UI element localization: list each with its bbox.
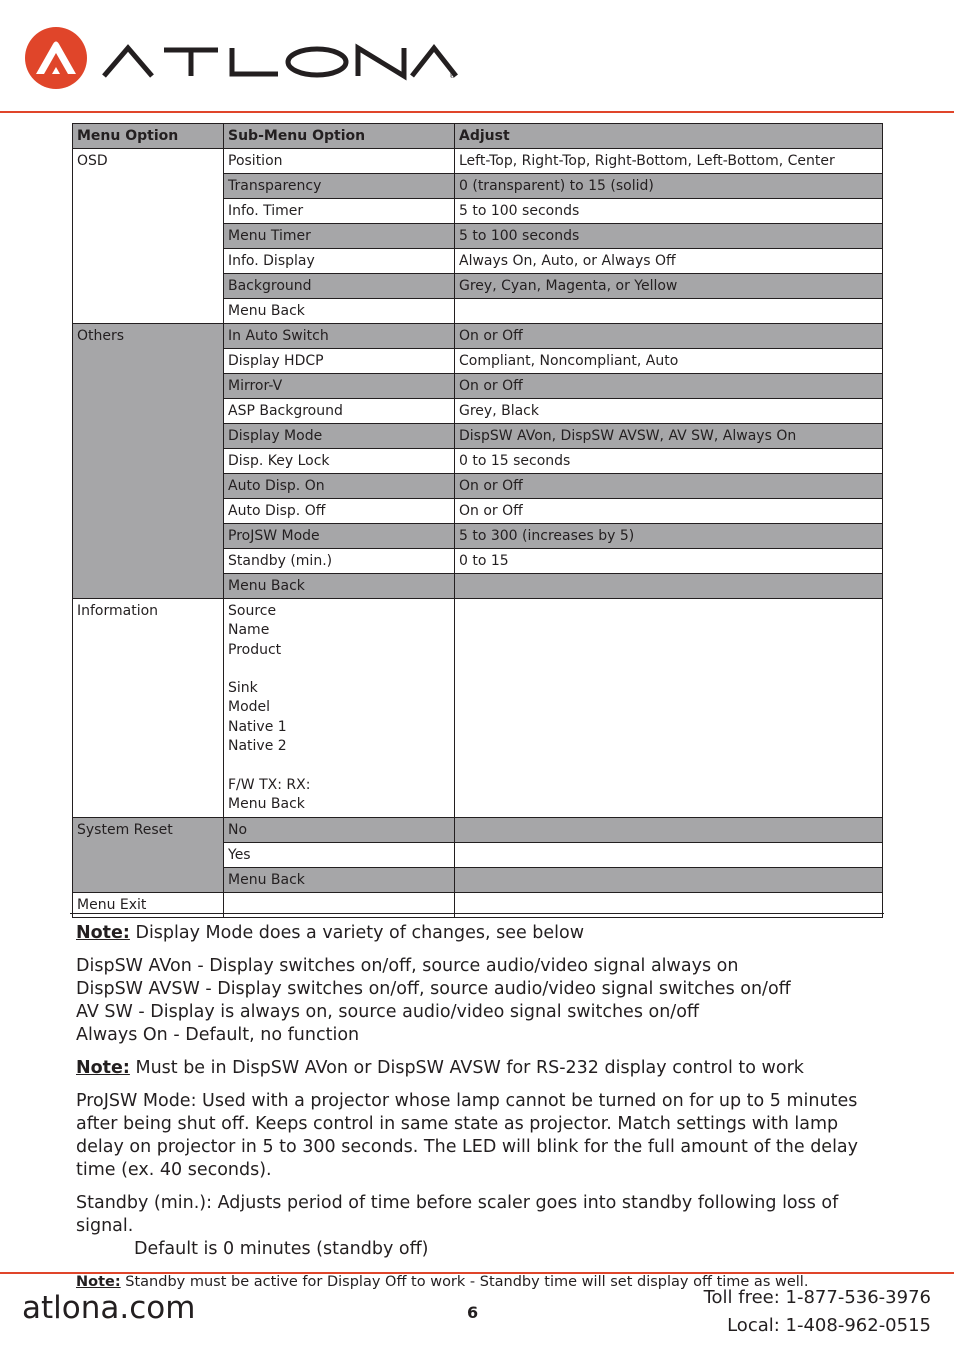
table-row [73,599,883,818]
adjust-cell: On or Off [455,499,883,524]
menu-option-cell: OSD [73,149,224,324]
sub-menu-option-cell: Menu Back [224,299,455,324]
sub-menu-option-cell: Info. Display [224,249,455,274]
table-header-row [73,124,883,149]
adjust-cell [455,574,883,599]
mode-line: DispSW AVon - Display switches on/off, source audio/video signal always on [76,956,739,976]
sub-menu-option-cell: Source Name Product Sink Model Native 1 Native 2 F/W TX: RX: Menu Back [224,599,455,818]
table-body [73,149,883,918]
table-bottom-rule [70,913,884,914]
adjust-cell: 0 to 15 [455,549,883,574]
standby-description [76,1192,886,1261]
table-row [73,893,883,918]
header-rule [0,111,954,113]
note-text: Display Mode does a variety of changes, see below [129,923,585,943]
menu-option-cell: Information [73,599,224,818]
toll-free-number: Toll free: 1-877-536-3976 [703,1287,931,1308]
table-row [73,324,883,349]
adjust-cell: 5 to 300 (increases by 5) [455,524,883,549]
adjust-cell: 5 to 100 seconds [455,199,883,224]
adjust-cell: 0 (transparent) to 15 (solid) [455,174,883,199]
sub-menu-option-cell: Menu Back [224,868,455,893]
adjust-cell [455,843,883,868]
note-text: Standby must be active for Display Off to work - Standby time will set display off time as well. [120,1274,809,1290]
standby-line: Standby (min.): Adjusts period of time before scaler goes into standby following loss of signal. [76,1193,839,1236]
adjust-cell [455,893,883,918]
header-sub-menu-option: Sub-Menu Option [224,124,455,149]
sub-menu-option-cell: Auto Disp. Off [224,499,455,524]
local-number: Local: 1-408-962-0515 [727,1315,931,1336]
sub-menu-option-cell: In Auto Switch [224,324,455,349]
sub-menu-option-cell: Info. Timer [224,199,455,224]
adjust-cell [455,818,883,843]
header-adjust: Adjust [455,124,883,149]
adjust-cell: Always On, Auto, or Always Off [455,249,883,274]
standby-default: Default is 0 minutes (standby off) [134,1239,429,1259]
logo-mark [25,27,87,89]
table-row [73,149,883,174]
note-display-mode [76,922,886,945]
website-link[interactable]: atlona.com [22,1290,196,1326]
sub-menu-option-cell: Display Mode [224,424,455,449]
display-mode-list [76,955,886,1047]
header-menu-option: Menu Option [73,124,224,149]
note-label: Note: [76,1274,121,1290]
sub-menu-option-cell: Menu Timer [224,224,455,249]
adjust-cell: On or Off [455,474,883,499]
adjust-cell [455,299,883,324]
note-label: Note: [76,1058,130,1078]
sub-menu-option-cell: Transparency [224,174,455,199]
adjust-cell: Compliant, Noncompliant, Auto [455,349,883,374]
menu-options-table [72,123,883,918]
adjust-cell [455,599,883,818]
page-number: 6 [467,1303,479,1322]
atlona-logo [22,24,456,98]
sub-menu-option-cell: Auto Disp. On [224,474,455,499]
sub-menu-option-cell: No [224,818,455,843]
note-rs232 [76,1057,886,1080]
adjust-cell: Grey, Black [455,399,883,424]
footer-rule [0,1272,954,1274]
sub-menu-option-cell: Disp. Key Lock [224,449,455,474]
menu-option-cell: Menu Exit [73,893,224,918]
sub-menu-option-cell: Standby (min.) [224,549,455,574]
adjust-cell: DispSW AVon, DispSW AVSW, AV SW, Always On [455,424,883,449]
adjust-cell: Grey, Cyan, Magenta, or Yellow [455,274,883,299]
table-row [73,818,883,843]
page-header [0,0,954,112]
note-text: Must be in DispSW AVon or DispSW AVSW for RS-232 display control to work [129,1058,804,1078]
menu-option-cell: Others [73,324,224,599]
adjust-cell: 0 to 15 seconds [455,449,883,474]
sub-menu-option-cell: ProJSW Mode [224,524,455,549]
notes-section [76,922,886,1304]
projsw-description: ProJSW Mode: Used with a projector whose lamp cannot be turned on for up to 5 minutes after being shut off. Keeps control in same state as projector. Match settings with lamp delay on projector in 5 to 300 seconds. The LED will blink for the full amount of the delay time (ex. 40 seconds). [76,1091,859,1180]
sub-menu-option-cell: Yes [224,843,455,868]
sub-menu-option-cell: Mirror-V [224,374,455,399]
note-label: Note: [76,923,130,943]
adjust-cell [455,868,883,893]
sub-menu-option-cell: Menu Back [224,574,455,599]
mode-line: Always On - Default, no function [76,1025,360,1045]
contact-info [704,1284,931,1340]
sub-menu-option-cell: Display HDCP [224,349,455,374]
mode-line: AV SW - Display is always on, source audio/video signal switches on/off [76,1002,699,1022]
registered-mark: ® [449,72,456,80]
sub-menu-option-cell: ASP Background [224,399,455,424]
adjust-cell: On or Off [455,324,883,349]
adjust-cell: On or Off [455,374,883,399]
menu-option-cell: System Reset [73,818,224,893]
sub-menu-option-cell: Background [224,274,455,299]
sub-menu-option-cell [224,893,455,918]
adjust-cell: Left-Top, Right-Top, Right-Bottom, Left-Bottom, Center [455,149,883,174]
adjust-cell: 5 to 100 seconds [455,224,883,249]
mode-line: DispSW AVSW - Display switches on/off, source audio/video signal switches on/off [76,979,791,999]
sub-menu-option-cell: Position [224,149,455,174]
